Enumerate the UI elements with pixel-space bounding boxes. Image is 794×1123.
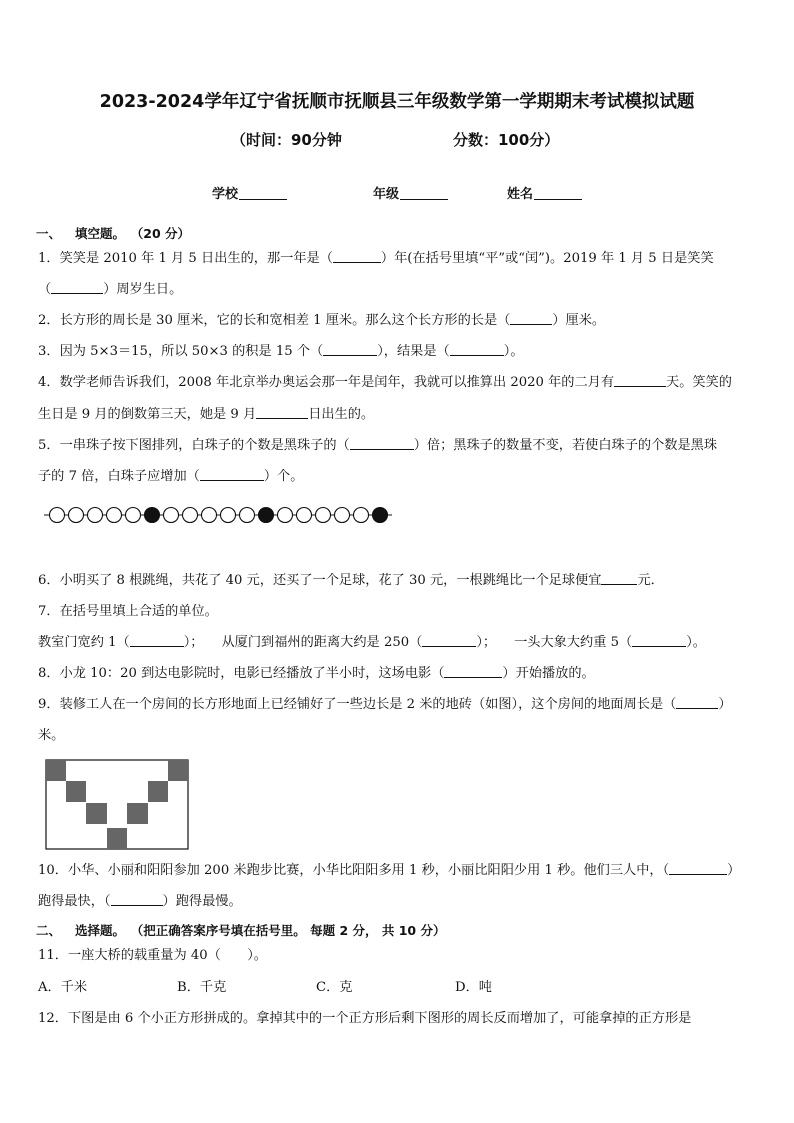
section-1-heading — [36, 224, 190, 242]
black-bead — [259, 508, 274, 523]
floor-tile — [46, 760, 66, 781]
grade-blank[interactable] — [400, 187, 448, 200]
floor-tile — [107, 828, 127, 849]
page-title: 2023-2024学年辽宁省抚顺市抚顺县三年级数学第一学期期末考试模拟试题 — [99, 92, 695, 112]
white-bead — [69, 508, 84, 523]
question-9-line-1: 9．装修工人在一个房间的长方形地面上已经铺好了一些边长是 2 米的地砖（如图），这个房间的地面周长是（ ） — [38, 697, 732, 712]
floor-tile — [127, 803, 148, 824]
exam-score: 分数：100分） — [453, 131, 560, 149]
bead-string-figure — [42, 503, 402, 527]
question-3: 3．因为 5×3＝15，所以 50×3 的积是 15 个（ ），结果是（ ）。 — [38, 344, 524, 359]
school-blank[interactable] — [239, 187, 287, 200]
white-bead — [335, 508, 350, 523]
question-8: 8．小龙 10：20 到达电影院时，电影已经播放了半小时，这场电影（ ）开始播放的。 — [38, 666, 595, 681]
question-7-parts: 教室门宽约 1（ ）； 从厦门到福州的距离大约是 250（ ）； 一头大象大约重 5（ ）。 — [38, 635, 706, 650]
grade-label: 年级 — [373, 187, 400, 202]
white-bead — [107, 508, 122, 523]
name-blank[interactable] — [534, 187, 582, 200]
option-d[interactable]: D．吨 — [455, 980, 492, 995]
white-bead — [278, 508, 293, 523]
floor-tile — [86, 803, 107, 824]
section-2-number: 二、 — [36, 923, 62, 938]
question-2: 2．长方形的周长是 30 厘米，它的长和宽相差 1 厘米。那么这个长方形的长是（ ）厘米。 — [38, 313, 606, 328]
white-bead — [183, 508, 198, 523]
answer-blank[interactable] — [669, 861, 727, 875]
name-field — [507, 183, 582, 202]
answer-blank[interactable] — [444, 664, 502, 678]
question-7-stem: 7．在括号里填上合适的单位。 — [38, 604, 218, 619]
section-1-points: （20 分） — [137, 226, 191, 241]
exam-time: （时间：90分钟 — [231, 131, 342, 149]
floor-tile — [66, 781, 86, 802]
option-c[interactable]: C．克 — [316, 980, 353, 995]
question-11-stem: 11．一座大桥的载重量为 40（ ）。 — [38, 948, 267, 963]
answer-blank[interactable] — [601, 571, 637, 585]
white-bead — [126, 508, 141, 523]
answer-blank[interactable] — [323, 342, 377, 356]
white-bead — [221, 508, 236, 523]
section-2-title: 选择题。 — [75, 923, 126, 938]
question-1-line-2: （ ）周岁生日。 — [38, 282, 183, 297]
name-label: 姓名 — [507, 187, 534, 202]
section-1-title: 填空题。 — [75, 226, 126, 241]
school-field — [212, 183, 287, 202]
section-2-note: （把正确答案序号填在括号里。 每题 2 分， 共 10 分） — [137, 923, 446, 938]
black-bead — [145, 508, 160, 523]
floor-tile — [148, 781, 168, 802]
answer-blank[interactable] — [51, 280, 103, 294]
answer-blank[interactable] — [450, 342, 504, 356]
question-10-line-1: 10．小华、小丽和阳阳参加 200 米跑步比赛，小华比阳阳多用 1 秒，小丽比阳阳少用 1 秒。他们三人中，（ ） — [38, 863, 741, 878]
answer-blank[interactable] — [111, 892, 163, 906]
question-10-line-2: 跑得最快，（ ）跑得最慢。 — [38, 894, 242, 909]
answer-blank[interactable] — [510, 311, 552, 325]
white-bead — [297, 508, 312, 523]
grade-field — [373, 183, 448, 202]
section-2-heading — [36, 921, 446, 939]
white-bead — [240, 508, 255, 523]
option-b[interactable]: B．千克 — [177, 980, 227, 995]
question-5-line-2: 子的 7 倍，白珠子应增加（ ）个。 — [38, 469, 304, 484]
answer-blank[interactable] — [350, 436, 414, 450]
answer-blank[interactable] — [676, 695, 718, 709]
floor-tile — [168, 760, 188, 781]
answer-blank[interactable] — [422, 633, 476, 647]
answer-blank[interactable] — [614, 373, 666, 387]
question-1-line-1: 1．笑笑是 2010 年 1 月 5 日出生的，那一年是（ ）年(在括号里填“平”或“闰”)。2019 年 1 月 5 日是笑笑 — [38, 251, 714, 266]
section-1-number: 一、 — [36, 226, 62, 241]
answer-blank[interactable] — [333, 249, 381, 263]
answer-blank[interactable] — [200, 467, 264, 481]
white-bead — [354, 508, 369, 523]
white-bead — [164, 508, 179, 523]
answer-blank[interactable] — [256, 405, 308, 419]
option-a[interactable]: A．千米 — [38, 980, 88, 995]
question-4-line-2: 生日是 9 月的倒数第三天，她是 9 月 日出生的。 — [38, 407, 375, 422]
white-bead — [202, 508, 217, 523]
question-9-line-2: 米。 — [38, 728, 65, 743]
white-bead — [50, 508, 65, 523]
black-bead — [373, 508, 388, 523]
white-bead — [316, 508, 331, 523]
floor-tile-figure — [45, 758, 191, 854]
school-label: 学校 — [212, 187, 239, 202]
answer-blank[interactable] — [632, 633, 686, 647]
question-5-line-1: 5．一串珠子按下图排列，白珠子的个数是黑珠子的（ ）倍；黑珠子的数量不变，若使白珠子的个数是黑珠 — [38, 438, 718, 453]
white-bead — [88, 508, 103, 523]
answer-blank[interactable] — [130, 633, 184, 647]
question-4-line-1: 4．数学老师告诉我们，2008 年北京举办奥运会那一年是闰年，我就可以推算出 2020 年的二月有 天。笑笑的 — [38, 375, 732, 390]
question-6: 6．小明买了 8 根跳绳，共花了 40 元，还买了一个足球，花了 30 元，一根跳绳比一个足球便宜 元． — [38, 573, 664, 588]
question-12-stem: 12．下图是由 6 个小正方形拼成的。拿掉其中的一个正方形后剩下图形的周长反而增加了，可能拿掉的正方形是 — [38, 1011, 692, 1026]
